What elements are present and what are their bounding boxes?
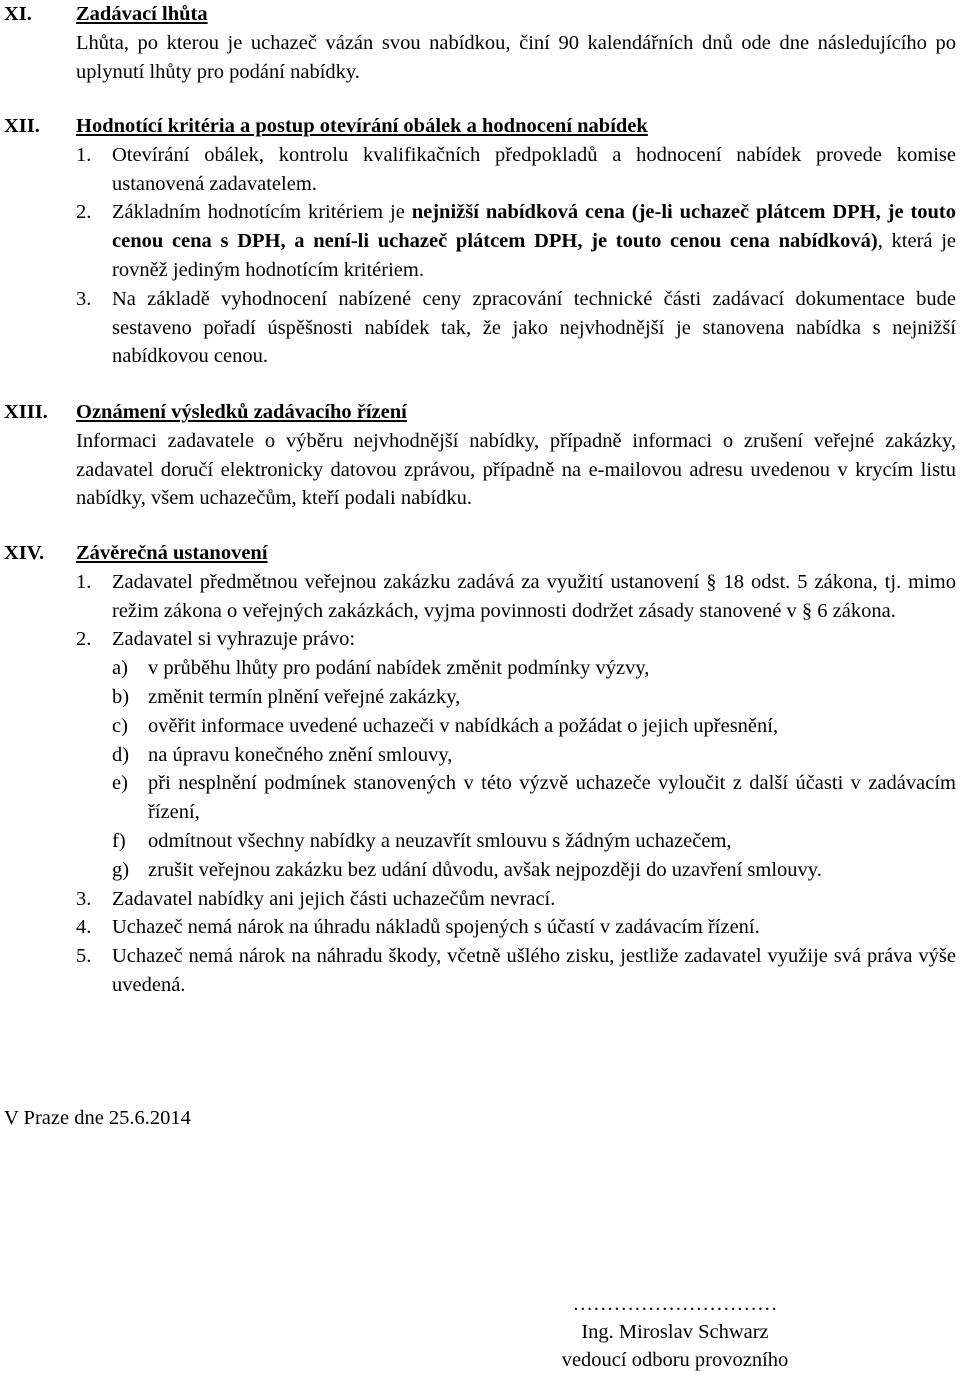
list-item [76,625,956,654]
section-paragraph: Lhůta, po kterou je uchazeč vázán svou nabídkou, činí 90 kalendářních dnů ode dne následujícího po uplynutí lhůty pro podání nabídky. [76,31,956,83]
sub-item-label: f) [112,829,126,852]
list-item [76,568,956,626]
item-label: 1. [76,143,92,166]
item-text: Otevírání obálek, kontrolu kvalifikačních předpokladů a hodnocení nabídek provede komise ustanovená zadavatelem. [112,143,956,195]
sub-item [112,769,956,827]
sub-item-text: ověřit informace uvedené uchazeči v nabídkách a požádat o jejich upřesnění, [148,714,779,737]
signature-name: Ing. Miroslav Schwarz [581,1321,769,1343]
sub-item [112,741,956,770]
list-item [76,285,956,371]
sub-item-text: na úpravu konečného znění smlouvy, [148,743,453,766]
item-label: 3. [76,887,92,910]
section-title: Oznámení výsledků zadávacího řízení [76,401,407,423]
sub-item [112,712,956,741]
signature-role: vedoucí odboru provozního [561,1349,789,1371]
sub-item [112,856,956,885]
signature-dots: ………………………… [572,1293,778,1315]
item-text: Zadavatel nabídky ani jejich části uchazečům nevrací. [112,887,556,910]
section-paragraph: Informaci zadavatele o výběru nejvhodnější nabídky, případně informaci o zrušení veřejné zakázky, zadavatel doručí elektronicky datovou zprávou, případně na e-mailovou adresu uvedenou v krycím listu nabídky, všem uchazečům, kteří podali nabídku. [76,429,956,510]
item-label: 5. [76,945,92,968]
sub-item-text: změnit termín plnění veřejné zakázky, [148,685,461,708]
section-number: XI. [4,3,32,25]
item-text: Uchazeč nemá nárok na náhradu škody, včetně ušlého zisku, jestliže zadavatel využije svá práva výše uvedená. [112,945,956,996]
item-label: 2. [76,628,92,651]
item-text-bold: nejnižší nabídková cena (je-li uchazeč plátcem DPH, je touto cenou cena s DPH, a není-li uchazeč plátcem DPH, je touto cenou cena nabídková) [112,201,956,253]
sub-item [112,654,956,683]
item-text [112,198,956,284]
sub-item-label: e) [112,772,128,795]
item-label: 2. [76,201,92,224]
place-date: V Praze dne 25.6.2014 [4,1107,191,1129]
section-number: XIV. [4,542,45,564]
list-item [76,885,956,914]
item-text: Uchazeč nemá nárok na úhradu nákladů spojených s účastí v zadávacím řízení. [112,916,760,939]
item-label: 4. [76,916,92,939]
sub-item-text: zrušit veřejnou zakázku bez udání důvodu, avšak nejpozději do uzavření smlouvy. [148,858,822,881]
sub-item-text: při nesplnění podmínek stanovených v této výzvě uchazeče vyloučit z další účasti v zadávacím řízení, [148,772,956,824]
sub-item-text: odmítnout všechny nabídky a neuzavřít smlouvu s žádným uchazečem, [148,829,732,852]
list-item [76,942,956,1000]
sub-item-label: b) [112,685,130,708]
item-label: 1. [76,570,92,593]
item-text-start: Základním hodnotícím kritériem je [112,201,412,224]
list-item [76,141,956,199]
list-item [76,913,956,942]
item-text: Na základě vyhodnocení nabízené ceny zpracování technické části zadávací dokumentace bude sestaveno pořadí úspěšnosti nabídek tak, že jako nejvhodnější je stanovena nabídka s nejnižší nabídkovou cenou. [112,287,956,368]
sub-item-text: v průběhu lhůty pro podání nabídek změnit podmínky výzvy, [148,657,650,680]
sub-item-label: c) [112,714,128,737]
sub-item-label: a) [112,657,128,680]
item-text-end: , která je rovněž jediným hodnotícím kritériem. [112,230,957,281]
section-title: Zadávací lhůta [76,3,208,25]
item-text: Zadavatel si vyhrazuje právo: [112,628,356,651]
section-number: XII. [4,115,40,137]
item-text: Zadavatel předmětnou veřejnou zakázku zadává za využití ustanovení § 18 odst. 5 zákona, tj. mimo režim zákona o veřejných zakázkách, vyjma povinnosti dodržet zásady stanovené v § 6 zákona. [112,570,956,622]
sub-item-label: g) [112,858,130,881]
sub-item-label: d) [112,743,130,766]
sub-item [112,827,956,856]
section-title: Závěrečná ustanovení [76,542,268,564]
section-number: XIII. [4,401,48,423]
section-title: Hodnotící kritéria a postup otevírání obálek a hodnocení nabídek [76,115,648,137]
item-label: 3. [76,287,92,310]
sub-item [112,683,956,712]
list-item [76,198,956,284]
